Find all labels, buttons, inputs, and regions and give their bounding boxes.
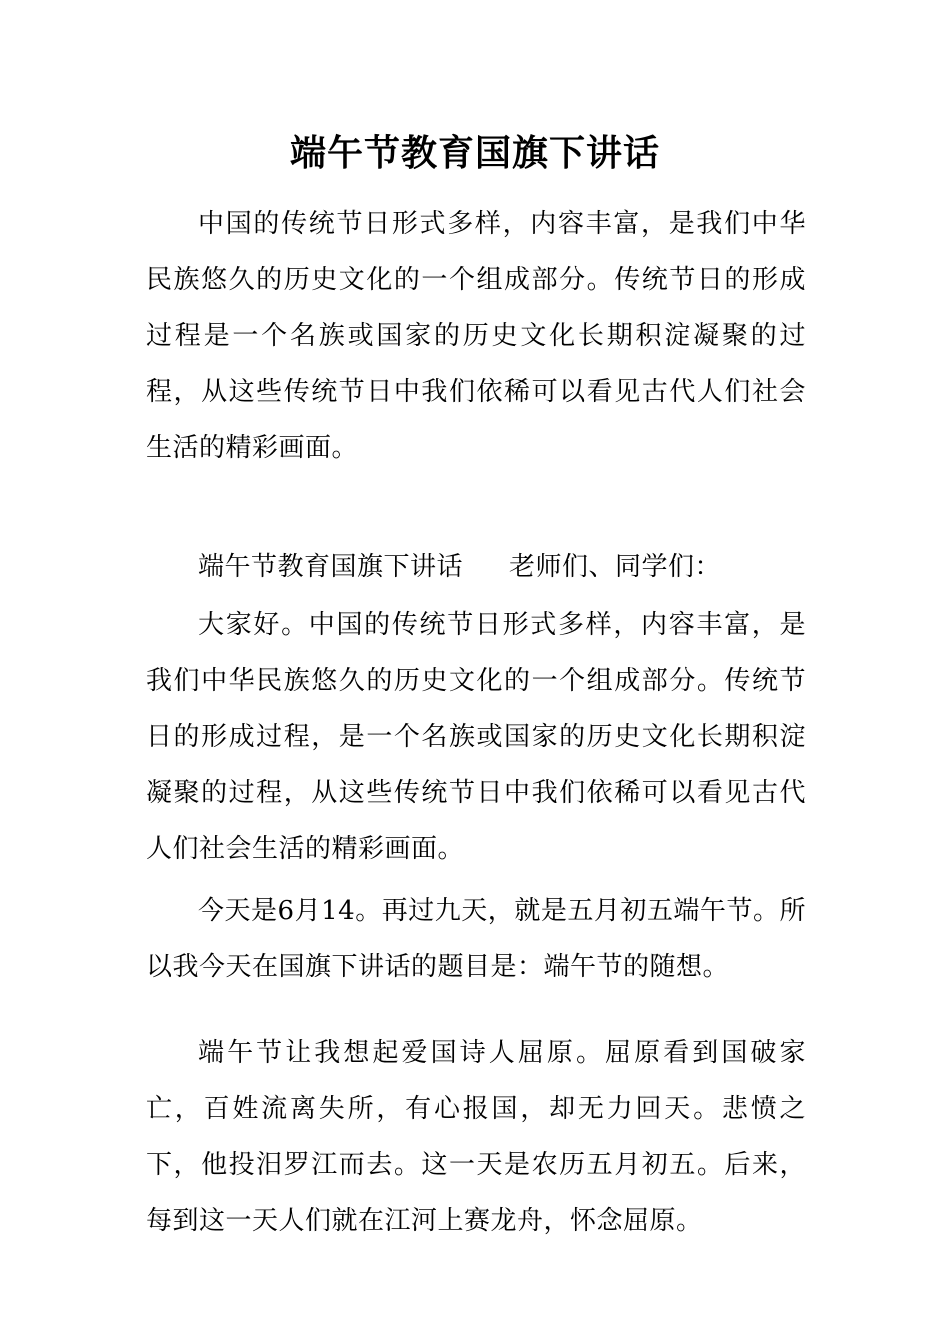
speech-heading: 端午节教育国旗下讲话 xyxy=(198,552,464,582)
intro-paragraph: 中国的传统节日形式多样，内容丰富，是我们中华民族悠久的历史文化的一个组成部分。传统节日的形成过程是一个名族或国家的历史文化长期积淀凝聚的过程，从这些传统节日中我们依稀可以看见古代人们社会生活的精彩画面。 xyxy=(146,209,806,463)
speech-paragraph-date: 今天是6月14。再过九天，就是五月初五端午节。所以我今天在国旗下讲话的题目是：端午节的随想。 xyxy=(146,896,806,982)
salutation: 老师们、同学们： xyxy=(509,552,722,582)
document-title: 端午节教育国旗下讲话 xyxy=(289,132,660,174)
speech-paragraph-quyuan: 端午节让我想起爱国诗人屈原。屈原看到国破家亡，百姓流离失所，有心报国，却无力回天。悲愤之下，他投汨罗江而去。这一天是农历五月初五。后来，每到这一天人们就在江河上赛龙舟，怀念屈原。 xyxy=(146,1038,806,1236)
speech-heading-line xyxy=(146,539,806,595)
speech-paragraph-greeting: 大家好。中国的传统节日形式多样，内容丰富，是我们中华民族悠久的历史文化的一个组成部分。传统节日的形成过程，是一个名族或国家的历史文化长期积淀凝聚的过程，从这些传统节日中我们依稀可以看见古代人们社会生活的精彩画面。 xyxy=(146,610,806,864)
